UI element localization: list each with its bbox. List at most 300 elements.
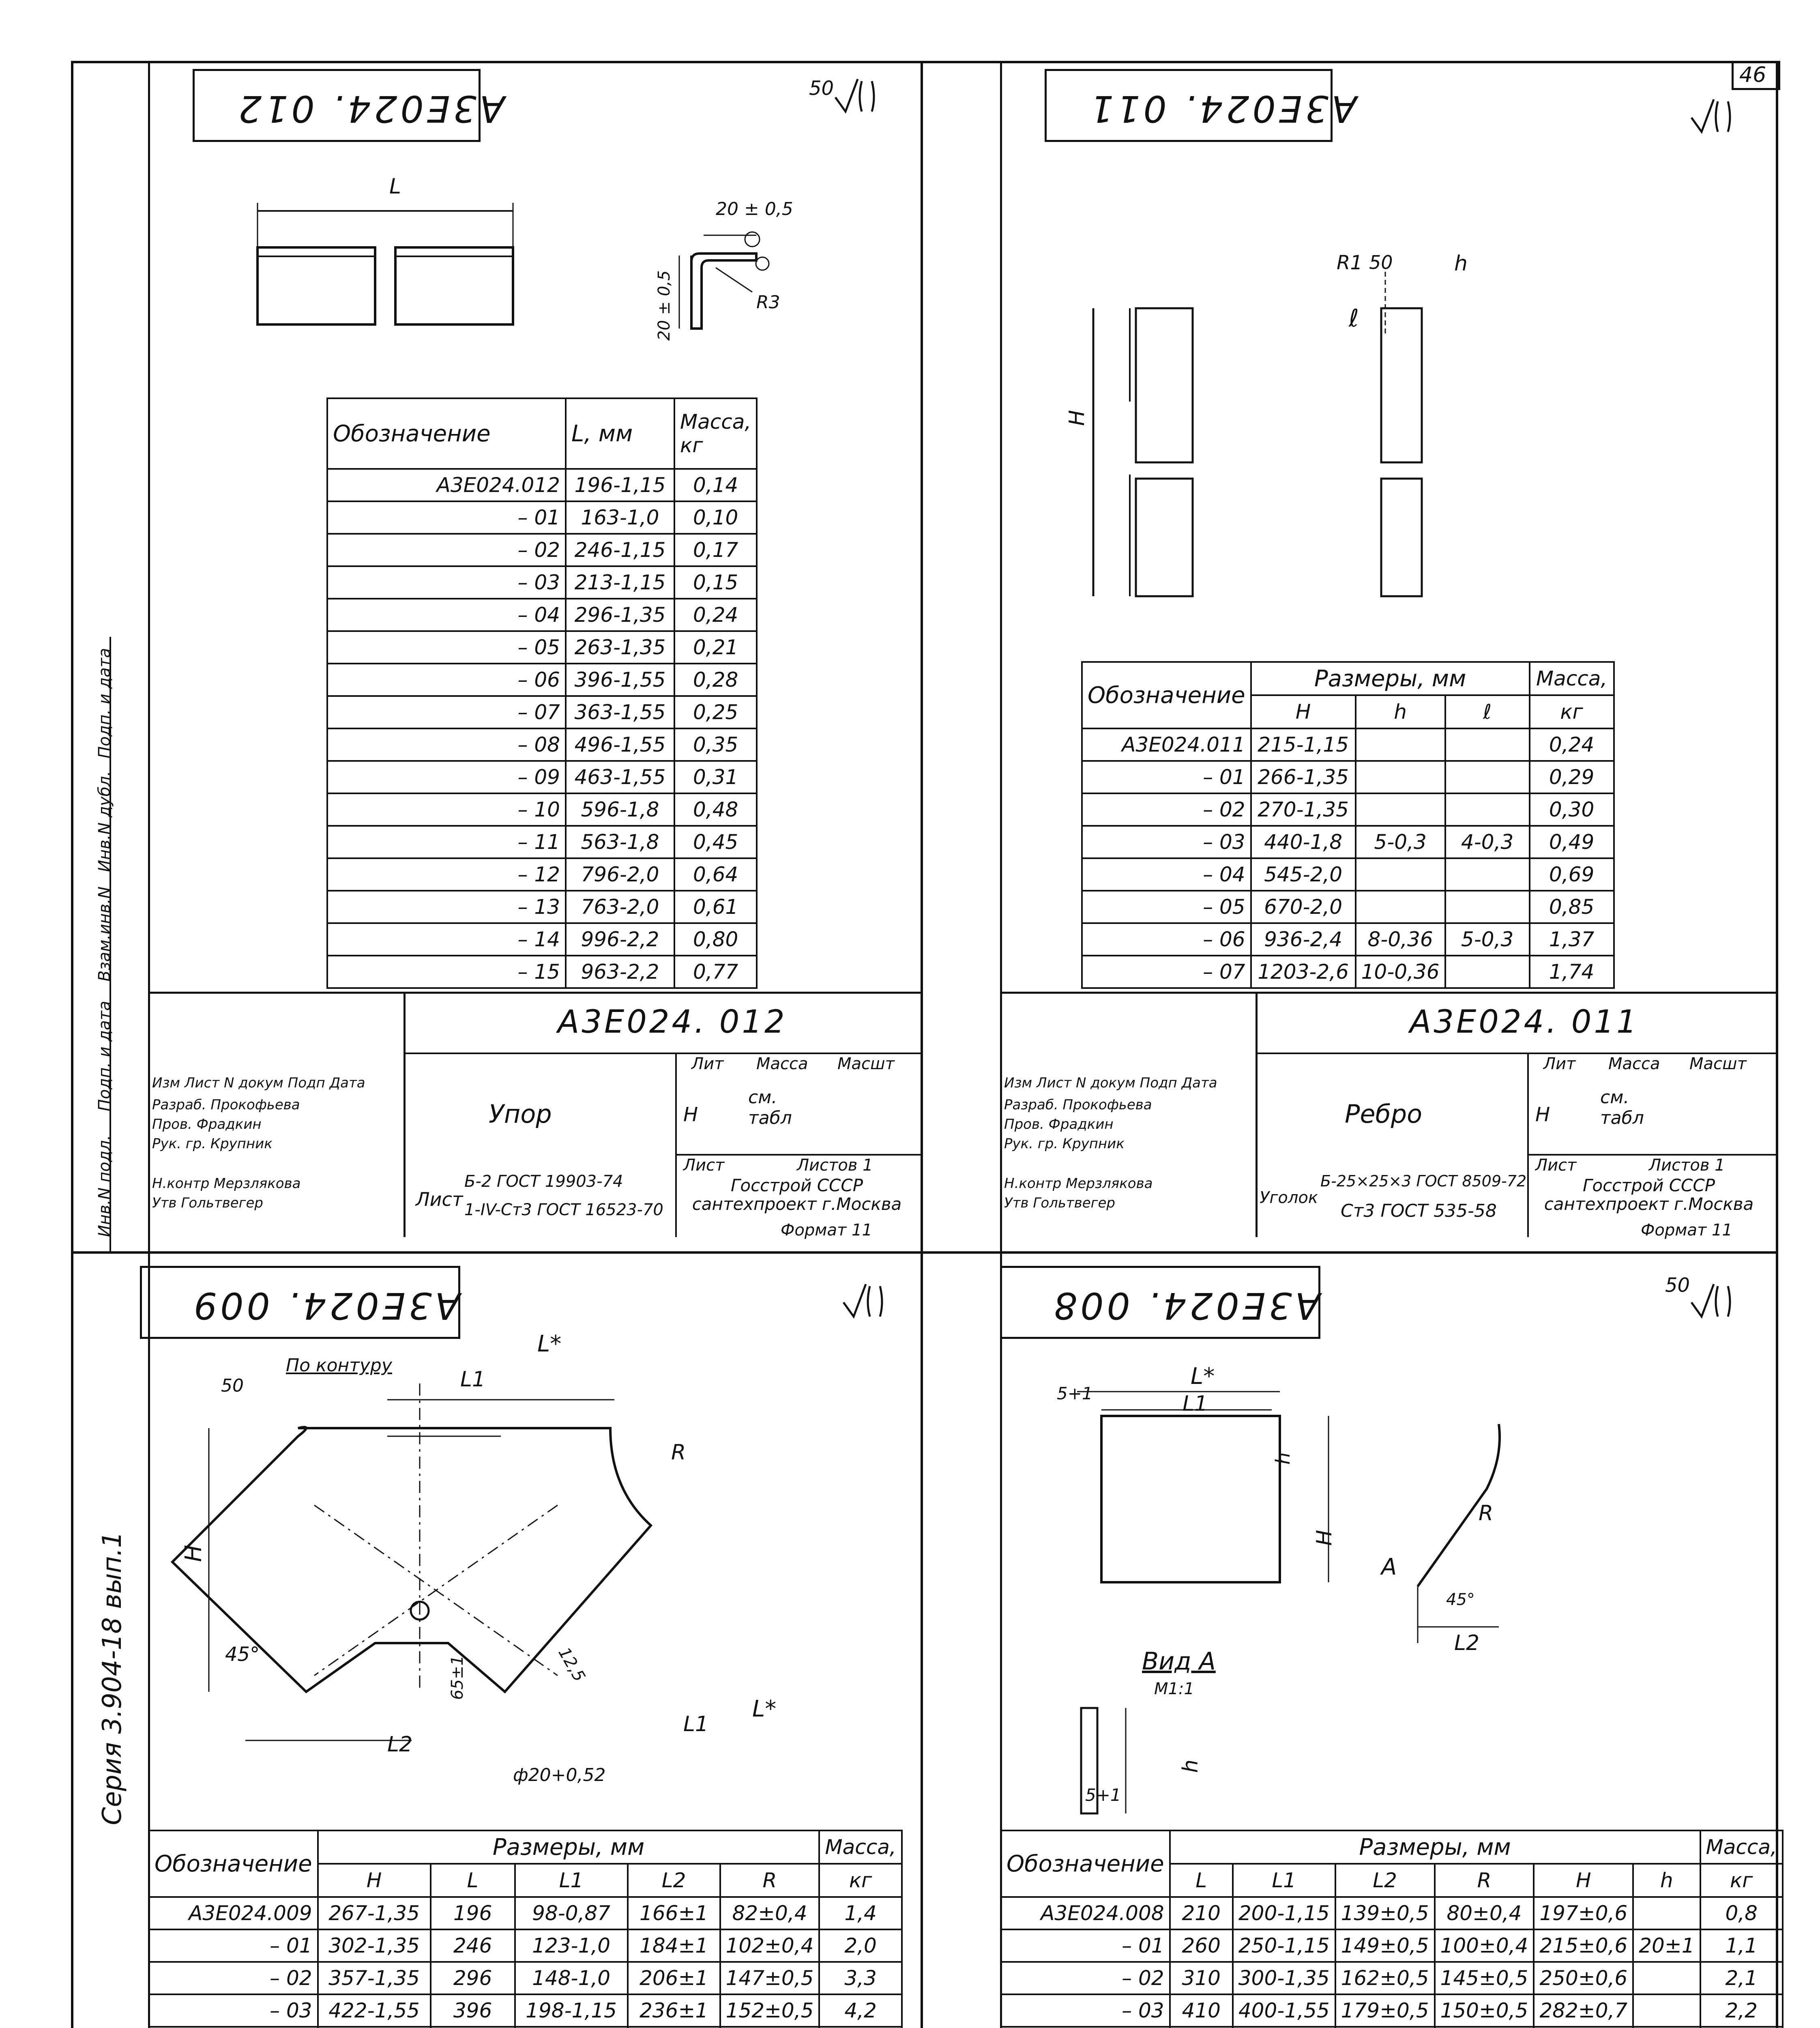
sub-header: кг xyxy=(819,1864,901,1897)
table-cell: – 14 xyxy=(327,923,566,956)
table-cell: 80±0,4 xyxy=(1435,1897,1534,1929)
side-stamp-label: Подп. и дата xyxy=(95,1001,114,1111)
table-cell: 152±0,5 xyxy=(720,1994,820,2027)
table-cell: 246-1,15 xyxy=(566,534,674,566)
table-cell: – 15 xyxy=(327,956,566,988)
dim-R1: R1 xyxy=(1337,251,1363,274)
sheet-008 xyxy=(923,1254,1778,2028)
table-row xyxy=(149,1994,902,2027)
dim-R: R xyxy=(671,1440,686,1465)
table-cell xyxy=(1445,793,1530,826)
col-header: Обозначение xyxy=(149,1830,318,1897)
sub-header: H xyxy=(1534,1864,1633,1897)
roughness-50: 50 xyxy=(1369,251,1393,273)
table-row xyxy=(1082,891,1614,923)
table-cell: 670-2,0 xyxy=(1251,891,1356,923)
table-cell: 2,0 xyxy=(819,1929,901,1962)
table-009 xyxy=(148,1830,903,2028)
title-code: А3Е024. 012 xyxy=(558,1004,787,1040)
format-label: Формат 11 xyxy=(1641,1221,1732,1240)
table-cell: – 05 xyxy=(1082,891,1251,923)
table-cell: 250±0,6 xyxy=(1534,1962,1633,1994)
table-row xyxy=(327,826,757,858)
col-header: Масса, xyxy=(819,1830,901,1864)
table-row xyxy=(149,1962,902,1994)
sub-header: кг xyxy=(1700,1864,1783,1897)
table-cell: – 01 xyxy=(1082,761,1251,793)
table-row xyxy=(149,1929,902,1962)
table-cell: 563-1,8 xyxy=(566,826,674,858)
signatures: Разраб. Прокофьева Пров. Фрадкин Рук. гр. Крупник Н.контр Мерзлякова Утв Гольтвегер xyxy=(152,1097,301,1211)
table-cell: 196 xyxy=(431,1897,515,1929)
table-cell: 260 xyxy=(1170,1929,1233,1962)
table-row xyxy=(1001,1994,1783,2027)
table-cell: 250-1,15 xyxy=(1233,1929,1335,1962)
table-cell: 20±1 xyxy=(1633,1929,1700,1962)
table-cell xyxy=(1356,793,1445,826)
table-cell: 596-1,8 xyxy=(566,793,674,826)
role-header: Изм Лист N докум Подп Дата xyxy=(1004,1075,1217,1091)
col-header: Масса, xyxy=(1530,662,1614,695)
table-cell: 396 xyxy=(431,1994,515,2027)
sub-header: L2 xyxy=(1335,1864,1435,1897)
label-lit: Лит xyxy=(691,1055,724,1073)
dim-L-star-lower: L* xyxy=(752,1696,777,1722)
table-row xyxy=(327,793,757,826)
table-cell: – 07 xyxy=(327,696,566,728)
table-cell: 8-0,36 xyxy=(1356,923,1445,956)
table-row xyxy=(327,858,757,891)
table-cell: 410 xyxy=(1170,1994,1233,2027)
label-scale: Масшт xyxy=(1689,1055,1747,1073)
label-sheet: Лист xyxy=(1535,1156,1577,1175)
table-row xyxy=(327,599,757,631)
roughness-check-icon xyxy=(841,1282,886,1319)
label-lit: Лит xyxy=(1543,1055,1576,1073)
table-cell: 2,2 xyxy=(1700,1994,1783,2027)
sub-header: L xyxy=(431,1864,515,1897)
angle-45: 45° xyxy=(1446,1590,1475,1609)
view-A-arrow: A xyxy=(1381,1554,1397,1580)
table-cell: 166±1 xyxy=(628,1897,720,1929)
table-cell: 197±0,6 xyxy=(1534,1897,1633,1929)
col-header: Размеры, мм xyxy=(318,1830,820,1864)
table-cell: 267-1,35 xyxy=(318,1897,431,1929)
sub-header: L1 xyxy=(515,1864,628,1897)
roughness-mark: 50 xyxy=(809,77,834,100)
table-cell: 0,10 xyxy=(674,501,757,534)
table-cell: 763-2,0 xyxy=(566,891,674,923)
table-cell xyxy=(1633,1962,1700,1994)
table-row xyxy=(327,566,757,599)
table-cell: А3Е024.009 xyxy=(149,1897,318,1929)
table-cell: 0,85 xyxy=(1530,891,1614,923)
sub-header: h xyxy=(1356,695,1445,728)
table-row xyxy=(327,761,757,793)
table-cell: 145±0,5 xyxy=(1435,1962,1534,1994)
roughness-mark: 50 xyxy=(1665,1274,1690,1297)
table-cell xyxy=(1445,761,1530,793)
table-cell: 1,1 xyxy=(1700,1929,1783,1962)
material-prefix: Уголок xyxy=(1260,1188,1318,1207)
contour-label: По контуру xyxy=(286,1355,392,1376)
label-sheet: Лист xyxy=(683,1156,725,1175)
dim-12-5: 12,5 xyxy=(554,1644,589,1685)
signatures: Разраб. Прокофьева Пров. Фрадкин Рук. гр. Крупник Н.контр Мерзлякова Утв Гольтвегер xyxy=(1004,1097,1153,1211)
dim-H: H xyxy=(1312,1530,1337,1546)
table-row xyxy=(1001,1897,1783,1929)
col-header: Размеры, мм xyxy=(1251,662,1530,695)
table-cell: 1,74 xyxy=(1530,956,1614,988)
dim-20-horizontal: 20 ± 0,5 xyxy=(716,199,793,219)
table-cell: 149±0,5 xyxy=(1335,1929,1435,1962)
table-012 xyxy=(326,397,758,989)
table-row xyxy=(1082,728,1614,761)
table-cell: 545-2,0 xyxy=(1251,858,1356,891)
sub-header: R xyxy=(1435,1864,1534,1897)
table-cell: 98-0,87 xyxy=(515,1897,628,1929)
organization: Госстрой СССР сантехпроект г.Москва xyxy=(1544,1175,1754,1214)
table-cell xyxy=(1633,1897,1700,1929)
table-cell: – 02 xyxy=(1082,793,1251,826)
table-cell xyxy=(1356,858,1445,891)
material-top: Б-25×25×3 ГОСТ 8509-72 xyxy=(1320,1172,1527,1190)
sheet-009 xyxy=(71,1254,921,2028)
table-cell: А3Е024.011 xyxy=(1082,728,1251,761)
table-cell: – 02 xyxy=(149,1962,318,1994)
table-008 xyxy=(1000,1830,1784,2028)
table-cell: 163-1,0 xyxy=(566,501,674,534)
table-cell: 10-0,36 xyxy=(1356,956,1445,988)
table-cell: 396-1,55 xyxy=(566,664,674,696)
table-011 xyxy=(1081,661,1615,989)
table-cell: 2,1 xyxy=(1700,1962,1783,1994)
table-cell: 996-2,2 xyxy=(566,923,674,956)
table-cell: 963-2,2 xyxy=(566,956,674,988)
material-bottom: Ст3 ГОСТ 535-58 xyxy=(1341,1201,1497,1221)
side-stamp-label: Подп. и дата xyxy=(95,648,114,758)
table-cell: 422-1,55 xyxy=(318,1994,431,2027)
dim-L1: L1 xyxy=(460,1367,486,1392)
page-number: 46 xyxy=(1739,63,1766,87)
mass-value: см. табл xyxy=(748,1087,792,1128)
table-cell xyxy=(1445,858,1530,891)
series-label: Серия 3.904-18 вып.1 xyxy=(97,1531,127,1825)
table-cell: 0,61 xyxy=(674,891,757,923)
table-cell: 102±0,4 xyxy=(720,1929,820,1962)
table-cell: 0,77 xyxy=(674,956,757,988)
material-top: Б-2 ГОСТ 19903-74 xyxy=(464,1172,623,1191)
table-cell: 184±1 xyxy=(628,1929,720,1962)
table-cell: – 01 xyxy=(1001,1929,1170,1962)
table-cell: 210 xyxy=(1170,1897,1233,1929)
table-cell: 936-2,4 xyxy=(1251,923,1356,956)
table-cell: – 03 xyxy=(1001,1994,1170,2027)
col-header: Масса, кг xyxy=(674,398,757,469)
table-cell: 282±0,7 xyxy=(1534,1994,1633,2027)
table-cell: 0,45 xyxy=(674,826,757,858)
table-cell: – 11 xyxy=(327,826,566,858)
mass-value: см. табл xyxy=(1600,1087,1644,1128)
table-cell: 213-1,15 xyxy=(566,566,674,599)
table-cell: – 02 xyxy=(327,534,566,566)
table-cell: 3,3 xyxy=(819,1962,901,1994)
table-cell: 123-1,0 xyxy=(515,1929,628,1962)
table-row xyxy=(327,534,757,566)
letter: Н xyxy=(683,1103,698,1126)
dim-L2: L2 xyxy=(1454,1631,1480,1655)
col-header: Обозначение xyxy=(1082,662,1251,728)
label-sheets: Листов 1 xyxy=(797,1156,873,1175)
table-cell: 150±0,5 xyxy=(1435,1994,1534,2027)
format-label: Формат 11 xyxy=(781,1221,872,1240)
table-row xyxy=(149,1897,902,1929)
table-cell: А3Е024.012 xyxy=(327,469,566,501)
table-cell: 0,69 xyxy=(1530,858,1614,891)
table-row xyxy=(327,696,757,728)
table-row xyxy=(327,631,757,664)
table-cell: – 06 xyxy=(1082,923,1251,956)
side-stamp-012 xyxy=(71,637,148,1251)
table-cell: 0,30 xyxy=(1530,793,1614,826)
table-cell: 179±0,5 xyxy=(1335,1994,1435,2027)
table-cell: 300-1,35 xyxy=(1233,1962,1335,1994)
sub-header: h xyxy=(1633,1864,1700,1897)
table-cell: 0,80 xyxy=(674,923,757,956)
table-cell: 1203-2,6 xyxy=(1251,956,1356,988)
table-cell xyxy=(1445,728,1530,761)
table-row xyxy=(327,664,757,696)
material-bottom: 1-IV-Ст3 ГОСТ 16523-70 xyxy=(464,1201,663,1219)
tol-5-view: 5+1 xyxy=(1085,1785,1121,1805)
table-cell: 0,31 xyxy=(674,761,757,793)
table-cell: 147±0,5 xyxy=(720,1962,820,1994)
table-cell: – 04 xyxy=(327,599,566,631)
table-cell: – 12 xyxy=(327,858,566,891)
col-header: Масса, xyxy=(1700,1830,1783,1864)
letter: Н xyxy=(1535,1103,1550,1126)
organization: Госстрой СССР сантехпроект г.Москва xyxy=(692,1175,902,1214)
table-cell: – 01 xyxy=(149,1929,318,1962)
sub-header: L xyxy=(1170,1864,1233,1897)
dim-L2: L2 xyxy=(387,1732,413,1757)
sub-header: L1 xyxy=(1233,1864,1335,1897)
table-cell: – 05 xyxy=(327,631,566,664)
table-cell: – 10 xyxy=(327,793,566,826)
table-cell: 270-1,35 xyxy=(1251,793,1356,826)
table-cell: 4-0,3 xyxy=(1445,826,1530,858)
view-scale: M1:1 xyxy=(1154,1680,1194,1698)
side-stamp-label: Взам.инв.N xyxy=(95,886,114,982)
table-row xyxy=(1001,1929,1783,1962)
sub-header: L2 xyxy=(628,1864,720,1897)
table-row xyxy=(327,956,757,988)
drawing-011 xyxy=(1065,223,1633,629)
table-cell: 139±0,5 xyxy=(1335,1897,1435,1929)
table-cell: 296-1,35 xyxy=(566,599,674,631)
col-header: Обозначение xyxy=(327,398,566,469)
roughness-50: 50 xyxy=(221,1375,244,1396)
table-cell xyxy=(1356,891,1445,923)
dim-65: 65±1 xyxy=(448,1655,467,1700)
table-row xyxy=(1082,761,1614,793)
sheet-011 xyxy=(923,61,1778,1251)
table-cell: 310 xyxy=(1170,1962,1233,1994)
table-cell: 1,4 xyxy=(819,1897,901,1929)
table-cell: 215±0,6 xyxy=(1534,1929,1633,1962)
table-row xyxy=(1082,923,1614,956)
table-cell: 0,21 xyxy=(674,631,757,664)
table-cell: 206±1 xyxy=(628,1962,720,1994)
table-cell: – 09 xyxy=(327,761,566,793)
table-row xyxy=(327,923,757,956)
mirrored-code: А3Е024. 012 xyxy=(235,87,505,130)
table-cell: 0,24 xyxy=(1530,728,1614,761)
table-cell: 496-1,55 xyxy=(566,728,674,761)
part-name: Ребро xyxy=(1345,1099,1423,1129)
table-row xyxy=(1082,793,1614,826)
label-mass: Масса xyxy=(756,1055,808,1073)
angle-45: 45° xyxy=(225,1643,260,1666)
table-cell: 0,25 xyxy=(674,696,757,728)
mirrored-code-box xyxy=(1045,69,1357,142)
table-cell: 200-1,15 xyxy=(1233,1897,1335,1929)
table-cell: 463-1,55 xyxy=(566,761,674,793)
title-code: А3Е024. 011 xyxy=(1410,1004,1639,1040)
title-block-011 xyxy=(1000,992,1778,1240)
table-cell: 236±1 xyxy=(628,1994,720,2027)
table-cell: 5-0,3 xyxy=(1356,826,1445,858)
dim-l: ℓ xyxy=(1349,304,1359,333)
table-cell: 4,2 xyxy=(819,1994,901,2027)
part-name: Упор xyxy=(489,1099,552,1129)
table-cell: 263-1,35 xyxy=(566,631,674,664)
mirrored-code: А3Е024. 009 xyxy=(191,1284,460,1327)
table-cell: 215-1,15 xyxy=(1251,728,1356,761)
col-header: L, мм xyxy=(566,398,674,469)
table-row xyxy=(327,891,757,923)
hole-dia: ф20+0,52 xyxy=(513,1765,606,1785)
table-cell: 100±0,4 xyxy=(1435,1929,1534,1962)
table-cell: 0,14 xyxy=(674,469,757,501)
dim-h: h xyxy=(1272,1452,1294,1465)
dim-H: H xyxy=(180,1545,207,1562)
table-cell xyxy=(1445,891,1530,923)
title-block-012 xyxy=(148,992,921,1240)
mirrored-code-box xyxy=(193,69,505,142)
label-sheets: Листов 1 xyxy=(1649,1156,1725,1175)
roughness-check-icon xyxy=(1689,97,1734,134)
dim-h: h xyxy=(1454,251,1468,276)
dim-L: L xyxy=(389,174,401,199)
drawing-008 xyxy=(1045,1335,1734,1862)
table-cell: 162±0,5 xyxy=(1335,1962,1435,1994)
dim-R: R xyxy=(1479,1501,1494,1525)
table-cell: 0,35 xyxy=(674,728,757,761)
label-mass: Масса xyxy=(1608,1055,1660,1073)
table-cell: 0,17 xyxy=(674,534,757,566)
sub-header: H xyxy=(1251,695,1356,728)
sub-header: R xyxy=(720,1864,820,1897)
table-cell: 357-1,35 xyxy=(318,1962,431,1994)
material-prefix: Лист xyxy=(416,1188,463,1210)
table-cell: 198-1,15 xyxy=(515,1994,628,2027)
table-row xyxy=(1082,826,1614,858)
sub-header: ℓ xyxy=(1445,695,1530,728)
table-cell: 440-1,8 xyxy=(1251,826,1356,858)
table-cell: 5-0,3 xyxy=(1445,923,1530,956)
mirrored-code: А3Е024. 008 xyxy=(1051,1284,1320,1327)
table-cell: 0,28 xyxy=(674,664,757,696)
col-header: Размеры, мм xyxy=(1170,1830,1700,1864)
table-cell: 246 xyxy=(431,1929,515,1962)
dim-R3: R3 xyxy=(756,292,780,313)
table-cell: 796-2,0 xyxy=(566,858,674,891)
table-cell: – 03 xyxy=(327,566,566,599)
col-header: Обозначение xyxy=(1001,1830,1170,1897)
table-cell: 0,24 xyxy=(674,599,757,631)
table-cell: 148-1,0 xyxy=(515,1962,628,1994)
table-cell: 266-1,35 xyxy=(1251,761,1356,793)
mirrored-code-box xyxy=(140,1266,460,1339)
table-cell: 0,49 xyxy=(1530,826,1614,858)
table-cell: – 07 xyxy=(1082,956,1251,988)
dim-L-star: L* xyxy=(1191,1363,1215,1390)
sub-header: H xyxy=(318,1864,431,1897)
table-cell: – 08 xyxy=(327,728,566,761)
table-row xyxy=(1001,1962,1783,1994)
mirrored-code-box xyxy=(1000,1266,1320,1339)
table-cell: 400-1,55 xyxy=(1233,1994,1335,2027)
table-cell xyxy=(1356,761,1445,793)
table-cell: 0,15 xyxy=(674,566,757,599)
sub-header: кг xyxy=(1530,695,1614,728)
table-cell: 196-1,15 xyxy=(566,469,674,501)
side-stamp-label: Инв.N подл. xyxy=(95,1135,114,1237)
table-cell: – 06 xyxy=(327,664,566,696)
dim-L1-lower: L1 xyxy=(683,1712,709,1736)
role-header: Изм Лист N докум Подп Дата xyxy=(152,1075,365,1091)
table-row xyxy=(1082,956,1614,988)
table-cell: 82±0,4 xyxy=(720,1897,820,1929)
table-cell: – 03 xyxy=(1082,826,1251,858)
table-cell: А3Е024.008 xyxy=(1001,1897,1170,1929)
dim-L-star: L* xyxy=(537,1331,562,1357)
table-cell: – 01 xyxy=(327,501,566,534)
table-cell: – 13 xyxy=(327,891,566,923)
table-cell: – 02 xyxy=(1001,1962,1170,1994)
table-cell: 296 xyxy=(431,1962,515,1994)
table-cell xyxy=(1445,956,1530,988)
dim-H: H xyxy=(1065,410,1089,426)
table-row xyxy=(1082,858,1614,891)
dim-L1: L1 xyxy=(1183,1392,1208,1416)
table-cell: 363-1,55 xyxy=(566,696,674,728)
side-stamp-label: Инв.N дубл. xyxy=(95,771,114,872)
table-cell: 0,64 xyxy=(674,858,757,891)
table-row xyxy=(327,728,757,761)
label-scale: Масшт xyxy=(837,1055,895,1073)
roughness-check-icon xyxy=(1689,1282,1734,1319)
table-cell: 0,8 xyxy=(1700,1897,1783,1929)
table-cell: 0,48 xyxy=(674,793,757,826)
roughness-check-icon xyxy=(833,77,878,114)
table-cell xyxy=(1633,1994,1700,2027)
sheet-012 xyxy=(71,61,921,1251)
table-cell xyxy=(1356,728,1445,761)
table-cell: – 03 xyxy=(149,1994,318,2027)
table-row xyxy=(327,469,757,501)
